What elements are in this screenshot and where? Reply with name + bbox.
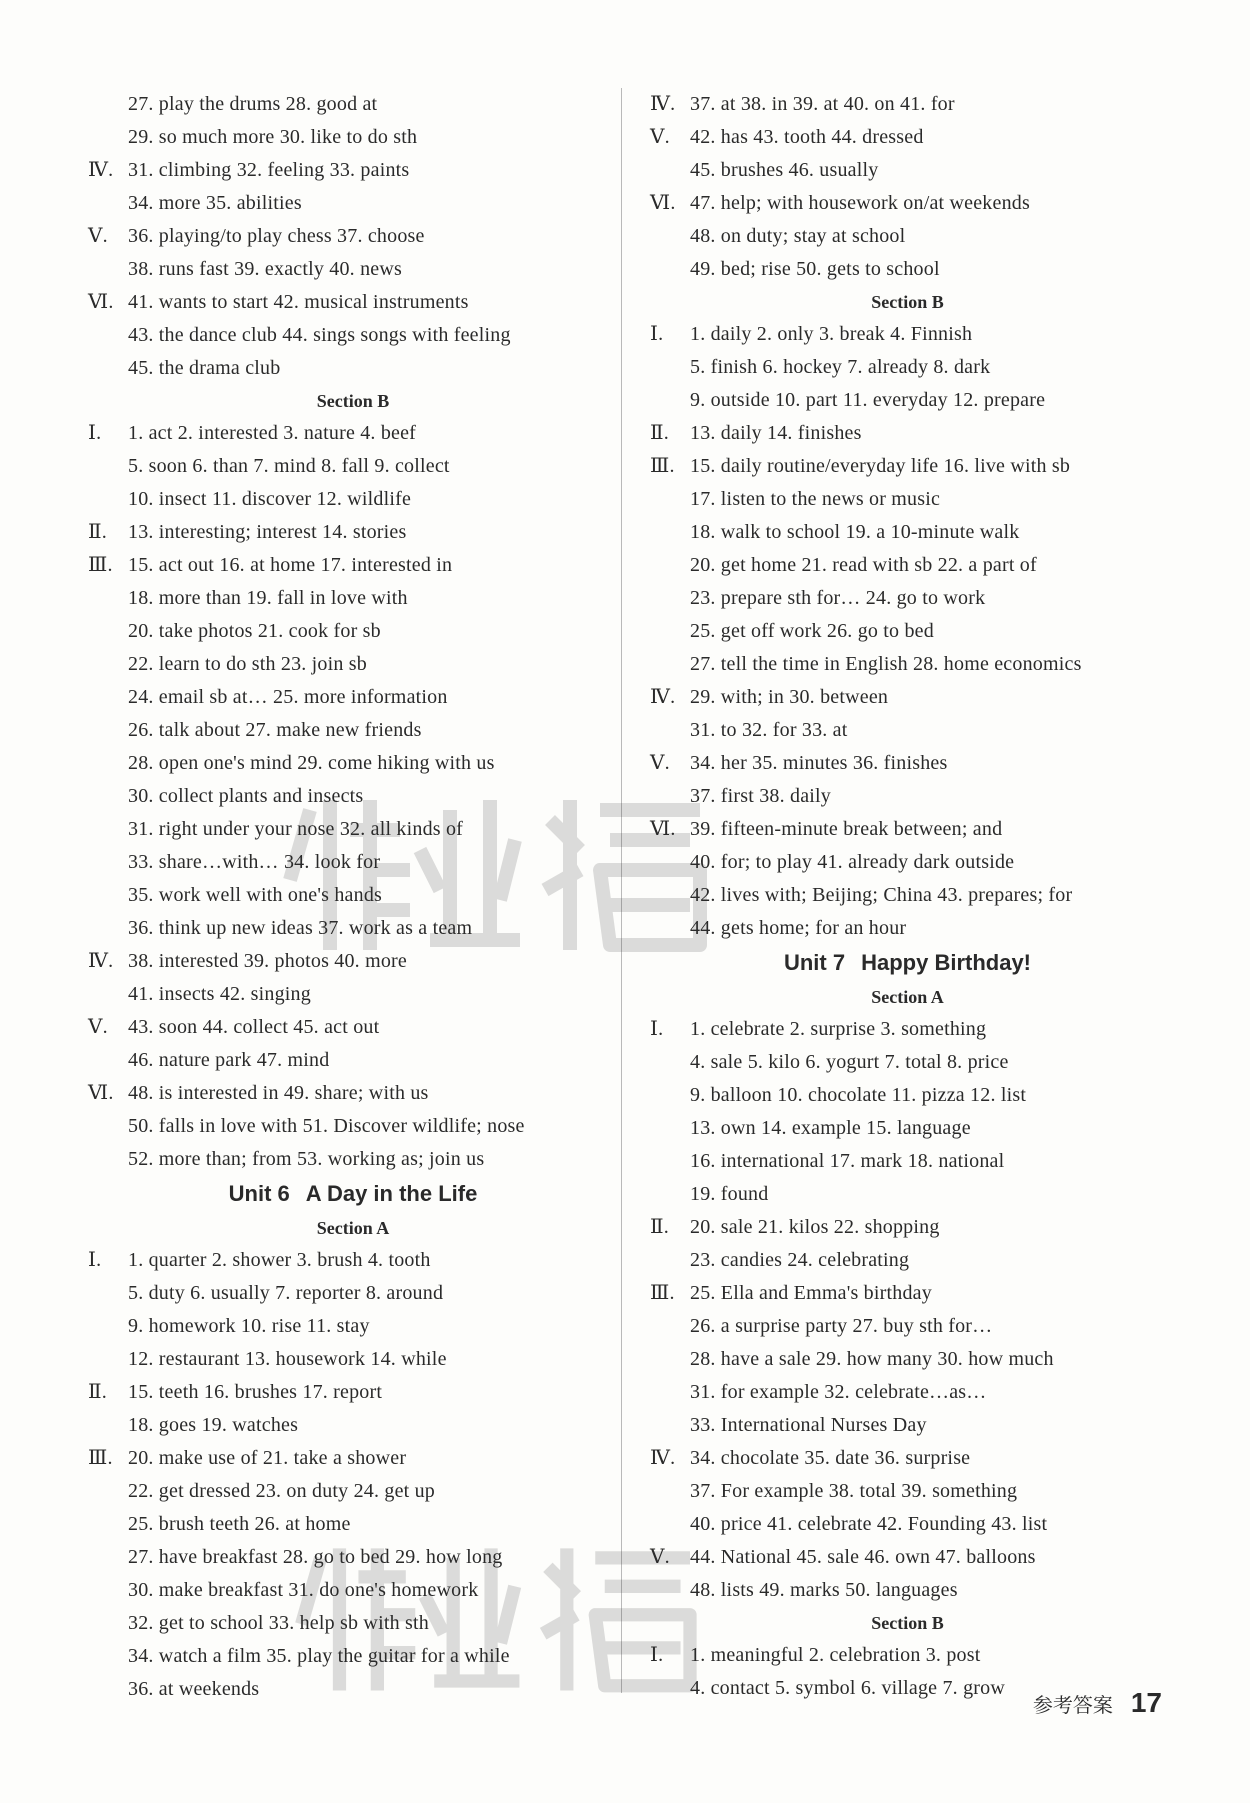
answer-line (88, 516, 618, 549)
answer-text: 40. for; to play 41. already dark outside (690, 851, 1015, 873)
answer-line (88, 1640, 618, 1673)
answer-line (650, 846, 1165, 879)
answer-text: 37. first 38. daily (690, 785, 832, 807)
answer-line (650, 912, 1165, 945)
answer-text: 27. have breakfast 28. go to bed 29. how long (128, 1546, 503, 1568)
answer-line (88, 154, 618, 187)
answer-line (88, 879, 618, 912)
answer-text: 12. restaurant 13. housework 14. while (128, 1348, 447, 1370)
answer-line (88, 681, 618, 714)
answer-text: 13. interesting; interest 14. stories (128, 521, 407, 543)
answer-text: 29. with; in 30. between (690, 686, 889, 708)
exercise-number: Ⅲ. (88, 1447, 113, 1469)
exercise-number: Ⅵ. (650, 818, 676, 840)
answer-line (88, 813, 618, 846)
answer-line (88, 1508, 618, 1541)
answer-text: 13. own 14. example 15. language (690, 1117, 971, 1139)
answer-line (88, 615, 618, 648)
exercise-number: Ⅴ. (88, 225, 108, 247)
answer-text: 30. collect plants and insects (128, 785, 364, 807)
answer-text: 43. soon 44. collect 45. act out (128, 1016, 380, 1038)
answer-line (650, 1112, 1165, 1145)
answer-line (88, 1044, 618, 1077)
answer-text: 52. more than; from 53. working as; join us (128, 1148, 485, 1170)
answer-line (650, 1211, 1165, 1244)
answer-text: 48. lists 49. marks 50. languages (690, 1579, 958, 1601)
answer-text: 31. to 32. for 33. at (690, 719, 848, 741)
answer-text: 20. get home 21. read with sb 22. a part of (690, 554, 1037, 576)
exercise-number: Ⅰ. (650, 1018, 664, 1040)
column-divider (621, 88, 622, 1693)
answer-text: 48. on duty; stay at school (690, 225, 906, 247)
answer-line (650, 1508, 1165, 1541)
answer-text: 43. the dance club 44. sings songs with feeling (128, 324, 511, 346)
answer-text: 24. email sb at… 25. more information (128, 686, 448, 708)
answer-line (650, 516, 1165, 549)
answer-line (650, 1145, 1165, 1178)
answer-line (88, 1277, 618, 1310)
answer-text: 4. contact 5. symbol 6. village 7. grow (690, 1677, 1005, 1699)
exercise-number: Ⅳ. (650, 1447, 676, 1469)
answer-text: 49. bed; rise 50. gets to school (690, 258, 940, 280)
exercise-number: Ⅳ. (88, 950, 114, 972)
answer-text: 33. share…with… 34. look for (128, 851, 381, 873)
answer-text: 18. more than 19. fall in love with (128, 587, 408, 609)
answer-line (650, 1178, 1165, 1211)
answer-text: 1. act 2. interested 3. nature 4. beef (128, 422, 417, 444)
answer-line (650, 253, 1165, 286)
answer-text: 1. daily 2. only 3. break 4. Finnish (690, 323, 973, 345)
answer-line (88, 1574, 618, 1607)
answer-text: 35. work well with one's hands (128, 884, 383, 906)
answer-text: 1. quarter 2. shower 3. brush 4. tooth (128, 1249, 431, 1271)
exercise-number: Ⅰ. (88, 1249, 102, 1271)
answer-line (650, 648, 1165, 681)
answer-line (650, 220, 1165, 253)
exercise-number: Ⅳ. (650, 686, 676, 708)
answer-text: 34. chocolate 35. date 36. surprise (690, 1447, 971, 1469)
answer-text: 4. sale 5. kilo 6. yogurt 7. total 8. price (690, 1051, 1009, 1073)
answer-text: 5. finish 6. hockey 7. already 8. dark (690, 356, 991, 378)
exercise-number: Ⅵ. (650, 192, 676, 214)
answer-text: 31. for example 32. celebrate…as… (690, 1381, 987, 1403)
answer-line (88, 253, 618, 286)
answer-text: 22. get dressed 23. on duty 24. get up (128, 1480, 436, 1502)
answer-text: 38. interested 39. photos 40. more (128, 950, 407, 972)
exercise-number: Ⅰ. (650, 1644, 664, 1666)
answer-line (650, 1310, 1165, 1343)
answer-line (88, 1475, 618, 1508)
answer-text: 46. nature park 47. mind (128, 1049, 330, 1071)
answer-line (88, 1110, 618, 1143)
answer-line (88, 780, 618, 813)
answer-line (88, 1607, 618, 1640)
answer-line (650, 1574, 1165, 1607)
answer-text: 39. fifteen-minute break between; and (690, 818, 1003, 840)
answer-line (88, 1409, 618, 1442)
answer-line (650, 879, 1165, 912)
unit-number: Unit 6 (228, 1181, 290, 1206)
answer-text: 45. brushes 46. usually (690, 159, 879, 181)
answer-line (88, 1442, 618, 1475)
answer-text: 16. international 17. mark 18. national (690, 1150, 1005, 1172)
answer-text: 9. homework 10. rise 11. stay (128, 1315, 370, 1337)
answer-line (88, 1376, 618, 1409)
answer-text: 20. make use of 21. take a shower (128, 1447, 407, 1469)
answer-text: 5. duty 6. usually 7. reporter 8. around (128, 1282, 444, 1304)
answer-text: 33. International Nurses Day (690, 1414, 927, 1436)
section-heading: Section A (316, 1218, 390, 1238)
answer-text: 1. celebrate 2. surprise 3. something (690, 1018, 987, 1040)
answer-line (88, 88, 618, 121)
exercise-number: Ⅴ. (88, 1016, 108, 1038)
answer-line (88, 1310, 618, 1343)
exercise-number: Ⅳ. (650, 93, 676, 115)
section-heading: Section B (871, 292, 944, 312)
answer-line (650, 1244, 1165, 1277)
answer-line (650, 582, 1165, 615)
answer-text: 42. has 43. tooth 44. dressed (690, 126, 924, 148)
answer-line (650, 1376, 1165, 1409)
answer-text: 25. get off work 26. go to bed (690, 620, 934, 642)
answer-text: 28. open one's mind 29. come hiking with us (128, 752, 495, 774)
answer-line (650, 1079, 1165, 1112)
answer-text: 31. climbing 32. feeling 33. paints (128, 159, 410, 181)
answer-line (650, 121, 1165, 154)
answer-text: 23. prepare sth for… 24. go to work (690, 587, 986, 609)
answer-line (650, 318, 1165, 351)
answer-text: 34. watch a film 35. play the guitar for a while (128, 1645, 510, 1667)
answer-line (88, 286, 618, 319)
answer-text: 45. the drama club (128, 357, 281, 379)
answer-line (88, 582, 618, 615)
answer-line (88, 1143, 618, 1176)
answer-line (88, 417, 618, 450)
answer-line (650, 747, 1165, 780)
answer-text: 20. take photos 21. cook for sb (128, 620, 381, 642)
answer-line (88, 1673, 618, 1706)
answer-line (88, 945, 618, 978)
answer-text: 47. help; with housework on/at weekends (690, 192, 1030, 214)
section-heading: Section B (316, 391, 390, 411)
answer-text: 26. talk about 27. make new friends (128, 719, 422, 741)
unit-heading (88, 1176, 618, 1212)
answer-text: 23. candies 24. celebrating (690, 1249, 910, 1271)
answer-line (650, 1541, 1165, 1574)
exercise-number: Ⅲ. (88, 554, 113, 576)
answer-text: 17. listen to the news or music (690, 488, 941, 510)
answer-line (88, 648, 618, 681)
exercise-number: Ⅰ. (650, 323, 664, 345)
answer-line (88, 1343, 618, 1376)
answer-line (650, 1046, 1165, 1079)
answer-text: 44. National 45. sale 46. own 47. balloons (690, 1546, 1036, 1568)
answer-text: 34. her 35. minutes 36. finishes (690, 752, 948, 774)
exercise-number: Ⅱ. (650, 422, 669, 444)
unit-title: A Day in the Life (305, 1181, 478, 1206)
answer-text: 18. goes 19. watches (128, 1414, 299, 1436)
answer-text: 40. price 41. celebrate 42. Founding 43. list (690, 1513, 1048, 1535)
answer-text: 34. more 35. abilities (128, 192, 302, 214)
answer-text: 19. found (690, 1183, 769, 1205)
answer-line (88, 220, 618, 253)
answer-text: 27. play the drums 28. good at (128, 93, 378, 115)
answer-line (88, 450, 618, 483)
answer-line (88, 483, 618, 516)
answer-text: 36. at weekends (128, 1678, 260, 1700)
exercise-number: Ⅴ. (650, 1546, 670, 1568)
exercise-number: Ⅲ. (650, 455, 675, 477)
answer-text: 5. soon 6. than 7. mind 8. fall 9. collect (128, 455, 450, 477)
answer-text: 37. For example 38. total 39. something (690, 1480, 1018, 1502)
answer-text: 37. at 38. in 39. at 40. on 41. for (690, 93, 955, 115)
answer-line (650, 450, 1165, 483)
answer-line (88, 1077, 618, 1110)
answer-line (650, 384, 1165, 417)
answer-text: 41. wants to start 42. musical instruments (128, 291, 469, 313)
answer-line (88, 319, 618, 352)
exercise-number: Ⅲ. (650, 1282, 675, 1304)
answer-text: 44. gets home; for an hour (690, 917, 907, 939)
exercise-number: Ⅴ. (650, 752, 670, 774)
answer-text: 29. so much more 30. like to do sth (128, 126, 418, 148)
answer-text: 25. brush teeth 26. at home (128, 1513, 351, 1535)
answer-line (88, 549, 618, 582)
unit-title: Happy Birthday! (861, 950, 1032, 975)
section-heading: Section B (871, 1613, 944, 1633)
answer-line (88, 352, 618, 385)
page-footer (1033, 1683, 1162, 1723)
answer-text: 50. falls in love with 51. Discover wildlife; nose (128, 1115, 525, 1137)
answer-line (650, 1013, 1165, 1046)
answer-text: 30. make breakfast 31. do one's homework (128, 1579, 479, 1601)
answer-line (650, 351, 1165, 384)
answer-text: 42. lives with; Beijing; China 43. prepares; for (690, 884, 1073, 906)
answer-text: 15. daily routine/everyday life 16. live with sb (690, 455, 1071, 477)
left-answer-column (88, 88, 618, 1706)
answer-text: 10. insect 11. discover 12. wildlife (128, 488, 412, 510)
answer-text: 31. right under your nose 32. all kinds of (128, 818, 464, 840)
answer-text: 26. a surprise party 27. buy sth for… (690, 1315, 993, 1337)
answer-line (650, 1277, 1165, 1310)
answer-line (650, 714, 1165, 747)
answer-text: 25. Ella and Emma's birthday (690, 1282, 932, 1304)
answer-line (650, 187, 1165, 220)
section-heading: Section A (871, 987, 944, 1007)
answer-text: 32. get to school 33. help sb with sth (128, 1612, 429, 1634)
answer-text: 48. is interested in 49. share; with us (128, 1082, 429, 1104)
answer-line (650, 1409, 1165, 1442)
answer-line (88, 846, 618, 879)
exercise-number: Ⅵ. (88, 1082, 114, 1104)
answer-line (88, 912, 618, 945)
answer-line (88, 1541, 618, 1574)
answer-line (88, 714, 618, 747)
unit-heading (650, 945, 1165, 981)
exercise-number: Ⅳ. (88, 159, 114, 181)
answer-text: 28. have a sale 29. how many 30. how much (690, 1348, 1054, 1370)
answer-text: 27. tell the time in English 28. home economics (690, 653, 1082, 675)
answer-line (88, 978, 618, 1011)
answer-line (650, 615, 1165, 648)
answer-text: 36. playing/to play chess 37. choose (128, 225, 425, 247)
answer-line (88, 1011, 618, 1044)
answer-line (650, 483, 1165, 516)
answer-line (88, 1244, 618, 1277)
answer-line (650, 681, 1165, 714)
answer-line (650, 813, 1165, 846)
answer-text: 22. learn to do sth 23. join sb (128, 653, 367, 675)
answer-text: 20. sale 21. kilos 22. shopping (690, 1216, 940, 1238)
answer-line (88, 747, 618, 780)
exercise-number: Ⅵ. (88, 291, 114, 313)
page-number: 17 (1130, 1687, 1162, 1718)
answer-line (650, 1475, 1165, 1508)
answer-line (88, 121, 618, 154)
right-answer-column (650, 88, 1165, 1705)
answer-text: 15. act out 16. at home 17. interested in (128, 554, 453, 576)
answer-line (650, 549, 1165, 582)
answer-text: 9. balloon 10. chocolate 11. pizza 12. list (690, 1084, 1027, 1106)
exercise-number: Ⅴ. (650, 126, 670, 148)
answer-text: 15. teeth 16. brushes 17. report (128, 1381, 383, 1403)
answer-line (650, 154, 1165, 187)
answer-line (650, 1442, 1165, 1475)
answer-text: 1. meaningful 2. celebration 3. post (690, 1644, 981, 1666)
footer-label: 参考答案 (1032, 1693, 1113, 1717)
answer-line (650, 1343, 1165, 1376)
answer-line (650, 780, 1165, 813)
unit-number: Unit 7 (783, 950, 846, 975)
answer-text: 36. think up new ideas 37. work as a team (128, 917, 473, 939)
answer-line (650, 417, 1165, 450)
answer-text: 38. runs fast 39. exactly 40. news (128, 258, 402, 280)
answer-line (88, 187, 618, 220)
answer-text: 41. insects 42. singing (128, 983, 311, 1005)
answer-text: 13. daily 14. finishes (690, 422, 862, 444)
answer-text: 18. walk to school 19. a 10-minute walk (690, 521, 1020, 543)
exercise-number: Ⅱ. (88, 521, 107, 543)
exercise-number: Ⅱ. (650, 1216, 669, 1238)
exercise-number: Ⅱ. (88, 1381, 107, 1403)
answer-line (650, 1639, 1165, 1672)
answer-line (650, 88, 1165, 121)
answer-text: 9. outside 10. part 11. everyday 12. prepare (690, 389, 1046, 411)
exercise-number: Ⅰ. (88, 422, 102, 444)
